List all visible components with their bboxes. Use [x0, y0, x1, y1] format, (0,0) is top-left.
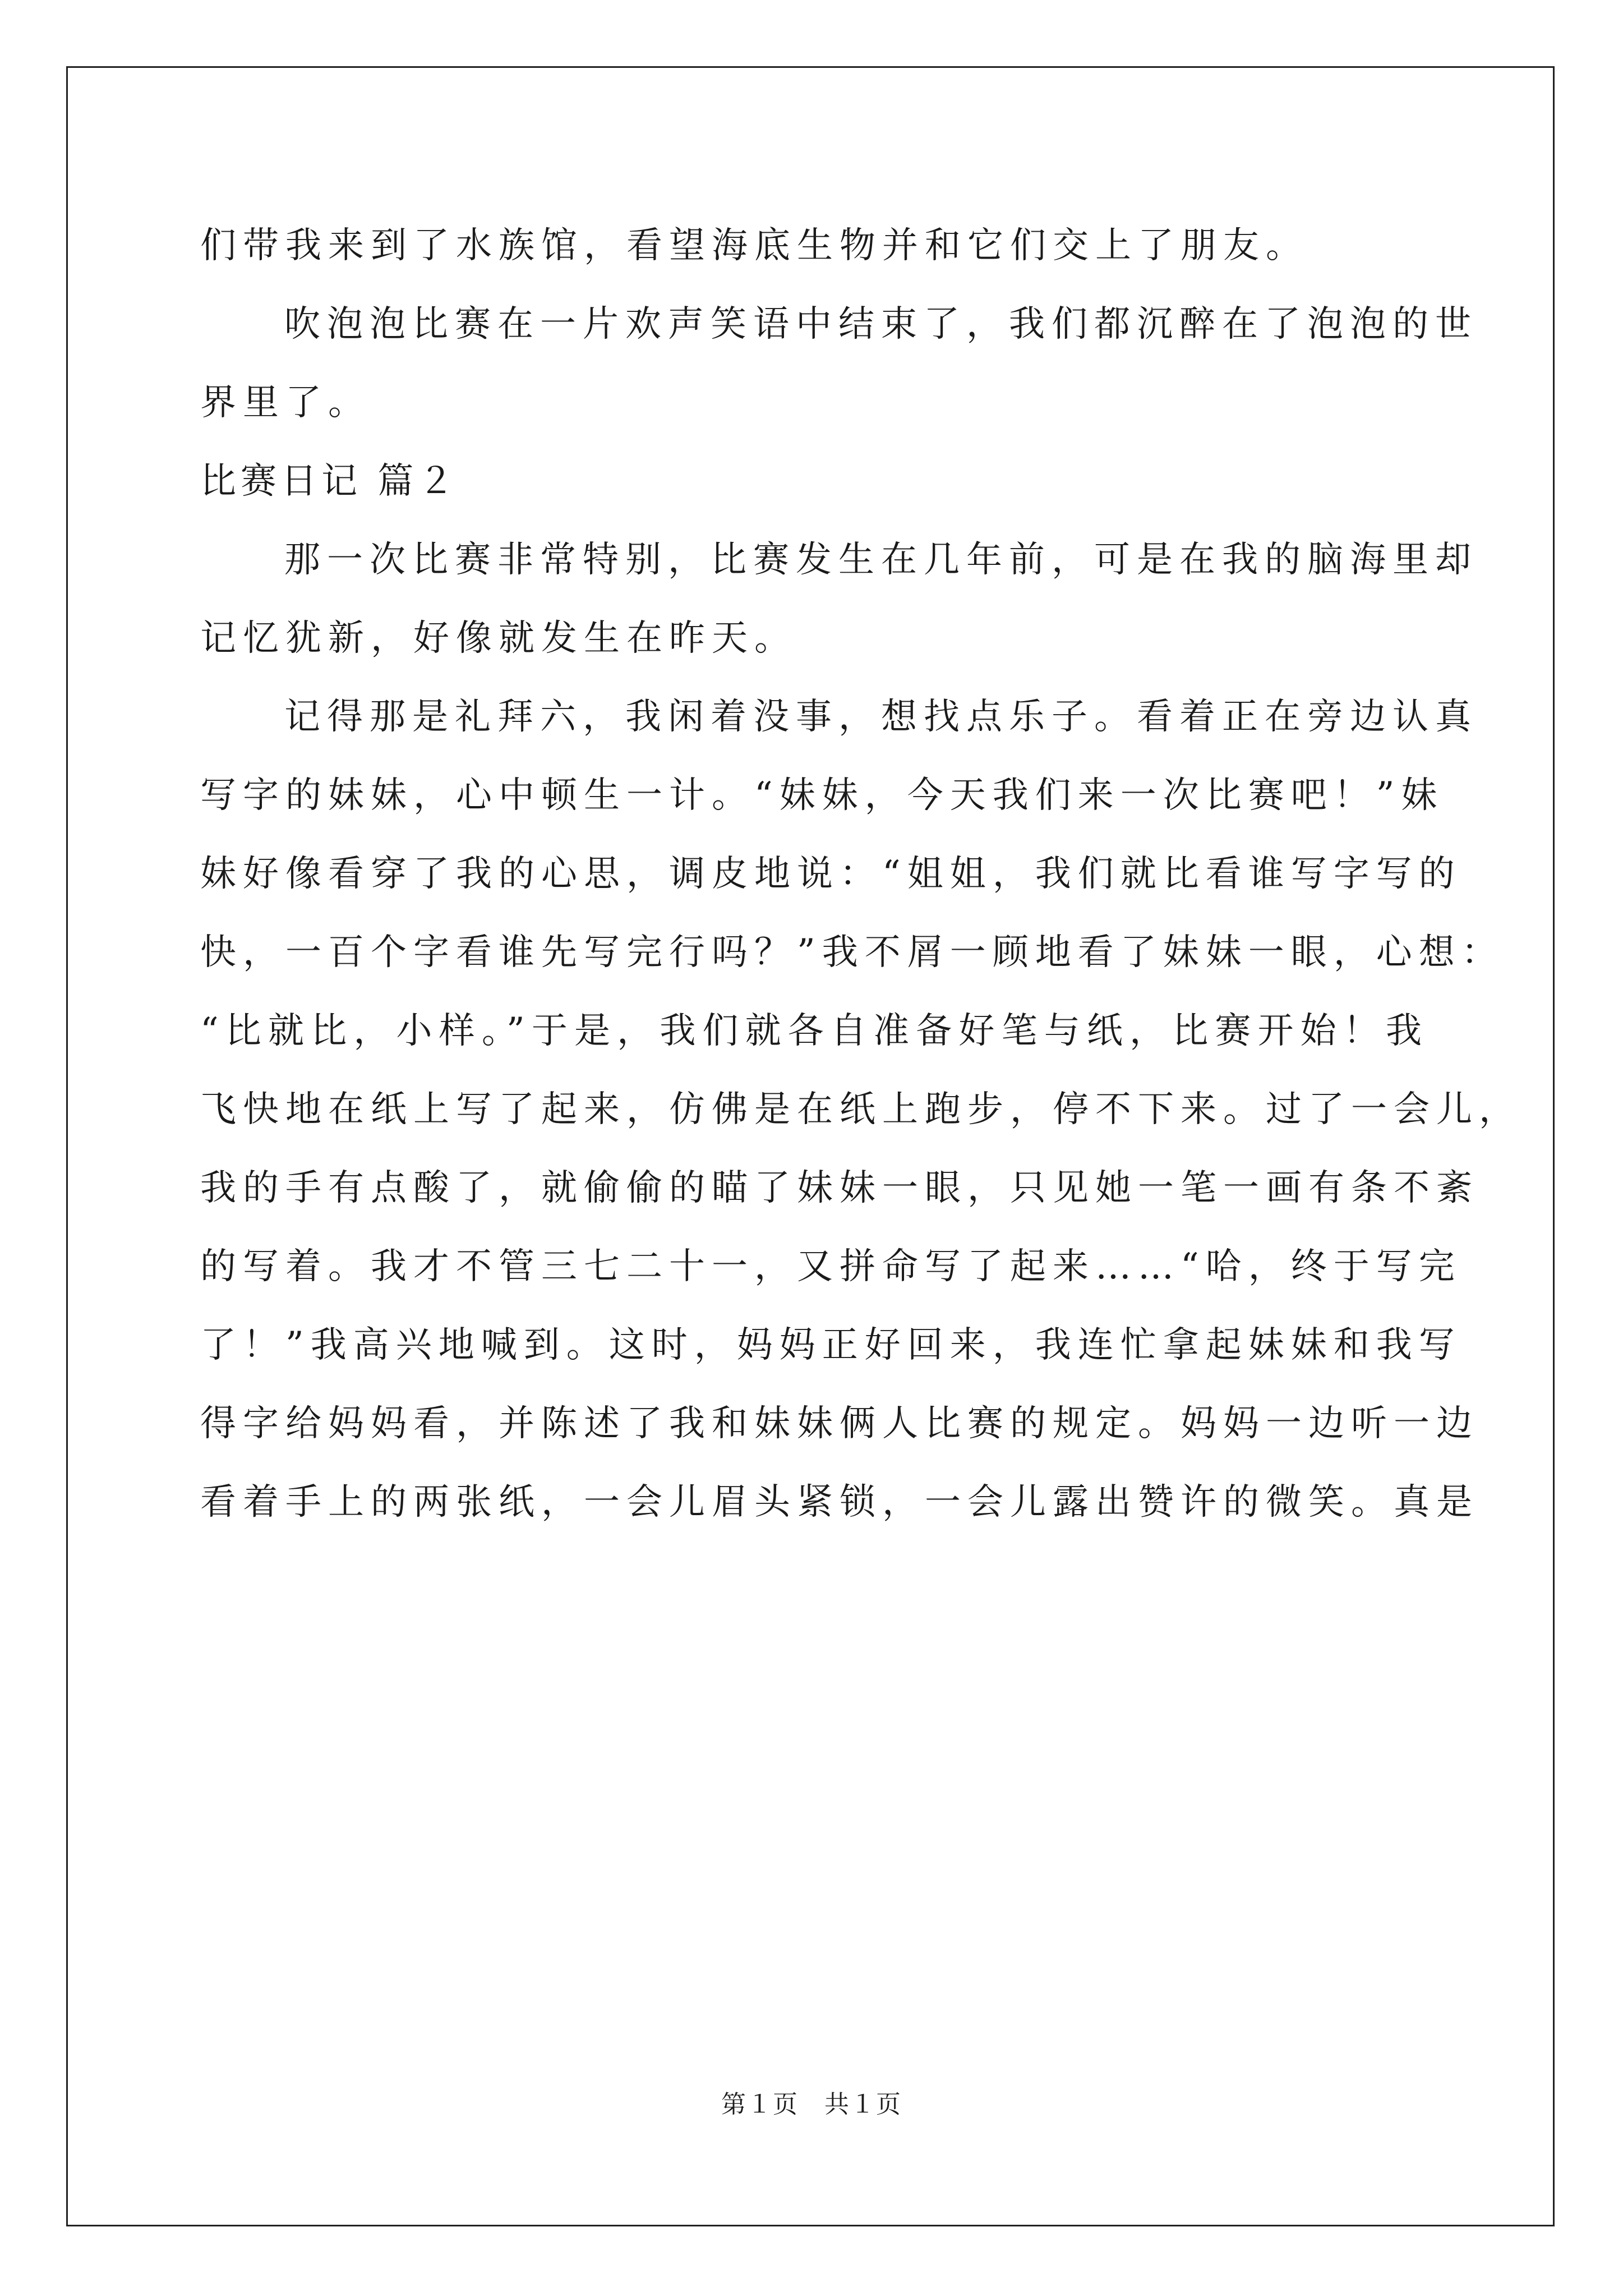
text-line: 我的手有点酸了，就偷偷的瞄了妹妹一眼，只见她一笔一画有条不紊 — [200, 1167, 1479, 1209]
text-line: 那一次比赛非常特别，比赛发生在几年前，可是在我的脑海里却 — [284, 539, 1478, 581]
text-line: 们带我来到了水族馆，看望海底生物并和它们交上了朋友。 — [200, 225, 1308, 266]
text-line: 飞快地在纸上写了起来，仿佛是在纸上跑步，停不下来。过了一会儿， — [200, 1089, 1521, 1130]
text-line: 记得那是礼拜六，我闲着没事，想找点乐子。看着正在旁边认真 — [284, 696, 1478, 738]
text-line: 写字的妹妹，心中顿生一计。“妹妹，今天我们来一次比赛吧！”妹 — [200, 775, 1444, 816]
text-line: 界里了。 — [200, 382, 371, 424]
text-line: 快，一百个字看谁先写完行吗？”我不屑一顾地看了妹妹一眼，心想： — [200, 932, 1504, 973]
page-footer: 第１页 共１页 — [721, 2090, 902, 2119]
text-line: 吹泡泡比赛在一片欢声笑语中结束了，我们都沉醉在了泡泡的世 — [284, 303, 1478, 345]
section-heading: 比赛日记 篇２ — [200, 461, 459, 502]
text-line: “比就比，小样。”于是，我们就各自准备好笔与纸，比赛开始！我 — [200, 1010, 1428, 1052]
text-line: 妹好像看穿了我的心思，调皮地说：“姐姐，我们就比看谁写字写的 — [200, 853, 1461, 895]
text-line: 了！”我高兴地喊到。这时，妈妈正好回来，我连忙拿起妹妹和我写 — [200, 1324, 1461, 1366]
text-line: 的写着。我才不管三七二十一，又拼命写了起来……“哈，终于写完 — [200, 1246, 1461, 1287]
text-line: 看着手上的两张纸，一会儿眉头紧锁，一会儿露出赞许的微笑。真是 — [200, 1481, 1479, 1523]
text-line: 得字给妈妈看，并陈述了我和妹妹俩人比赛的规定。妈妈一边听一边 — [200, 1403, 1479, 1444]
document-body — [200, 206, 1521, 1542]
text-line: 记忆犹新，好像就发生在昨天。 — [200, 618, 797, 659]
